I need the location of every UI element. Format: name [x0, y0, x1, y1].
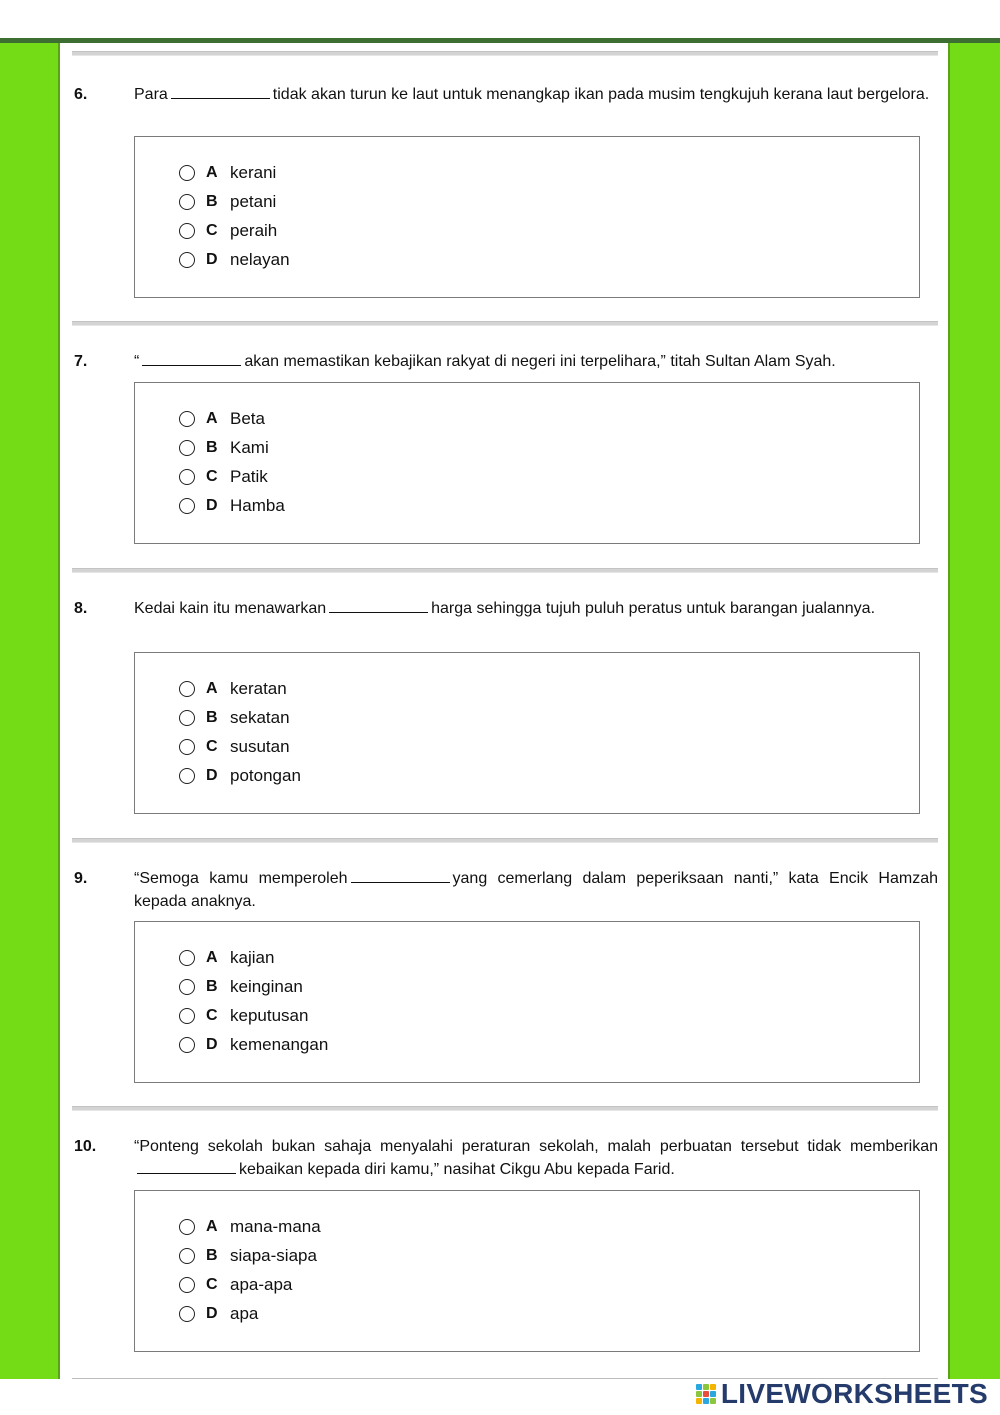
- option-letter: A: [206, 949, 218, 966]
- option-a[interactable]: [179, 161, 679, 187]
- option-text: siapa-siapa: [230, 1246, 317, 1265]
- option-text: Beta: [230, 409, 265, 428]
- option-a[interactable]: [179, 407, 679, 433]
- question-stem: [134, 597, 938, 620]
- option-letter: D: [206, 1305, 218, 1322]
- stem-after-blank: harga sehingga tujuh puluh peratus untuk barangan jualannya.: [431, 600, 876, 617]
- option-text: peraih: [230, 221, 278, 240]
- question-number: 9.: [74, 870, 88, 887]
- option-b[interactable]: [179, 975, 679, 1001]
- answer-blank: [351, 868, 450, 883]
- answer-blank: [171, 84, 270, 99]
- section-divider: [72, 838, 938, 843]
- logo-text: LIVEWORKSHEETS: [720, 1378, 988, 1409]
- option-b[interactable]: [179, 436, 679, 462]
- option-d[interactable]: [179, 764, 679, 790]
- radio-button[interactable]: [179, 440, 195, 456]
- option-a[interactable]: [179, 1215, 679, 1241]
- options-box: [134, 921, 920, 1083]
- radio-button[interactable]: [179, 1037, 195, 1053]
- question-stem: [134, 1135, 938, 1181]
- option-c[interactable]: [179, 1273, 679, 1299]
- radio-button[interactable]: [179, 710, 195, 726]
- section-divider: [72, 51, 938, 56]
- option-d[interactable]: [179, 494, 679, 520]
- question-stem: [134, 83, 938, 106]
- options-box: [134, 382, 920, 544]
- option-text: mana-mana: [230, 1217, 321, 1236]
- answer-blank: [142, 351, 241, 366]
- stem-after-blank: kebaikan kepada diri kamu,” nasihat Cikgu Abu kepada Farid.: [239, 1161, 675, 1178]
- option-d[interactable]: [179, 1033, 679, 1059]
- option-letter: B: [206, 439, 218, 456]
- options-box: [134, 1190, 920, 1352]
- radio-button[interactable]: [179, 165, 195, 181]
- option-text: Patik: [230, 467, 268, 486]
- option-letter: D: [206, 767, 218, 784]
- question-number: 10.: [74, 1138, 97, 1155]
- section-divider: [72, 321, 938, 326]
- stem-after-blank: tidak akan turun ke laut untuk menangkap ikan pada musim tengkujuh kerana laut bergelora.: [272, 86, 930, 103]
- option-letter: A: [206, 680, 218, 697]
- radio-button[interactable]: [179, 1219, 195, 1235]
- footer: [0, 1379, 1000, 1415]
- liveworksheets-grid-icon: [695, 1383, 717, 1405]
- radio-button[interactable]: [179, 768, 195, 784]
- answer-blank: [137, 1159, 236, 1174]
- radio-button[interactable]: [179, 194, 195, 210]
- option-a[interactable]: [179, 677, 679, 703]
- option-c[interactable]: [179, 219, 679, 245]
- option-text: kajian: [230, 948, 275, 967]
- option-letter: D: [206, 1036, 218, 1053]
- section-divider: [72, 568, 938, 573]
- option-letter: D: [206, 251, 218, 268]
- question-stem: [134, 867, 938, 913]
- question-stem: [134, 350, 938, 373]
- stem-after-blank: akan memastikan kebajikan rakyat di negeri ini terpelihara,” titah Sultan Alam Syah.: [244, 353, 836, 370]
- option-letter: A: [206, 410, 218, 427]
- option-text: Hamba: [230, 496, 285, 515]
- option-text: nelayan: [230, 250, 290, 269]
- top-strip: [0, 0, 1000, 38]
- option-text: apa-apa: [230, 1275, 293, 1294]
- radio-button[interactable]: [179, 223, 195, 239]
- option-letter: C: [206, 1276, 218, 1293]
- option-letter: C: [206, 738, 218, 755]
- option-text: Kami: [230, 438, 269, 457]
- option-letter: B: [206, 978, 218, 995]
- option-c[interactable]: [179, 1004, 679, 1030]
- radio-button[interactable]: [179, 498, 195, 514]
- option-letter: C: [206, 468, 218, 485]
- option-b[interactable]: [179, 706, 679, 732]
- option-text: potongan: [230, 766, 301, 785]
- option-letter: A: [206, 1218, 218, 1235]
- left-margin: [0, 43, 60, 1379]
- options-box: [134, 652, 920, 814]
- option-text: keinginan: [230, 977, 303, 996]
- option-c[interactable]: [179, 465, 679, 491]
- option-text: kerani: [230, 163, 277, 182]
- worksheet-page: [62, 43, 948, 1379]
- radio-button[interactable]: [179, 411, 195, 427]
- stem-before-blank: “Semoga kamu memperoleh: [134, 870, 348, 887]
- radio-button[interactable]: [179, 252, 195, 268]
- radio-button[interactable]: [179, 1008, 195, 1024]
- radio-button[interactable]: [179, 739, 195, 755]
- option-letter: C: [206, 1007, 218, 1024]
- radio-button[interactable]: [179, 950, 195, 966]
- option-letter: B: [206, 709, 218, 726]
- option-c[interactable]: [179, 735, 679, 761]
- option-text: petani: [230, 192, 277, 211]
- option-text: susutan: [230, 737, 290, 756]
- question-number: 7.: [74, 353, 88, 370]
- option-text: keputusan: [230, 1006, 309, 1025]
- options-box: [134, 136, 920, 298]
- radio-button[interactable]: [179, 681, 195, 697]
- option-b[interactable]: [179, 1244, 679, 1270]
- stem-before-blank: “: [134, 353, 140, 370]
- option-letter: D: [206, 497, 218, 514]
- radio-button[interactable]: [179, 1277, 195, 1293]
- option-text: keratan: [230, 679, 287, 698]
- option-d[interactable]: [179, 1302, 679, 1328]
- radio-button[interactable]: [179, 979, 195, 995]
- option-letter: A: [206, 164, 218, 181]
- question-number: 8.: [74, 600, 88, 617]
- option-a[interactable]: [179, 946, 679, 972]
- option-text: apa: [230, 1304, 259, 1323]
- liveworksheets-logo: [695, 1379, 988, 1409]
- option-letter: B: [206, 193, 218, 210]
- stem-before-blank: “Ponteng sekolah bukan sahaja menyalahi peraturan sekolah, malah perbuatan tersebut tidak memberikan: [134, 1138, 938, 1155]
- answer-blank: [329, 598, 428, 613]
- right-margin: [948, 43, 1000, 1379]
- stem-after-blank: yang cemerlang dalam peperiksaan nanti,” kata Encik Hamzah kepada anaknya.: [134, 870, 938, 910]
- option-text: sekatan: [230, 708, 290, 727]
- option-d[interactable]: [179, 248, 679, 274]
- radio-button[interactable]: [179, 1306, 195, 1322]
- radio-button[interactable]: [179, 1248, 195, 1264]
- option-text: kemenangan: [230, 1035, 329, 1054]
- stem-before-blank: Para: [134, 86, 168, 103]
- question-number: 6.: [74, 86, 88, 103]
- option-letter: B: [206, 1247, 218, 1264]
- stem-before-blank: Kedai kain itu menawarkan: [134, 600, 327, 617]
- section-divider: [72, 1106, 938, 1111]
- option-letter: C: [206, 222, 218, 239]
- option-b[interactable]: [179, 190, 679, 216]
- radio-button[interactable]: [179, 469, 195, 485]
